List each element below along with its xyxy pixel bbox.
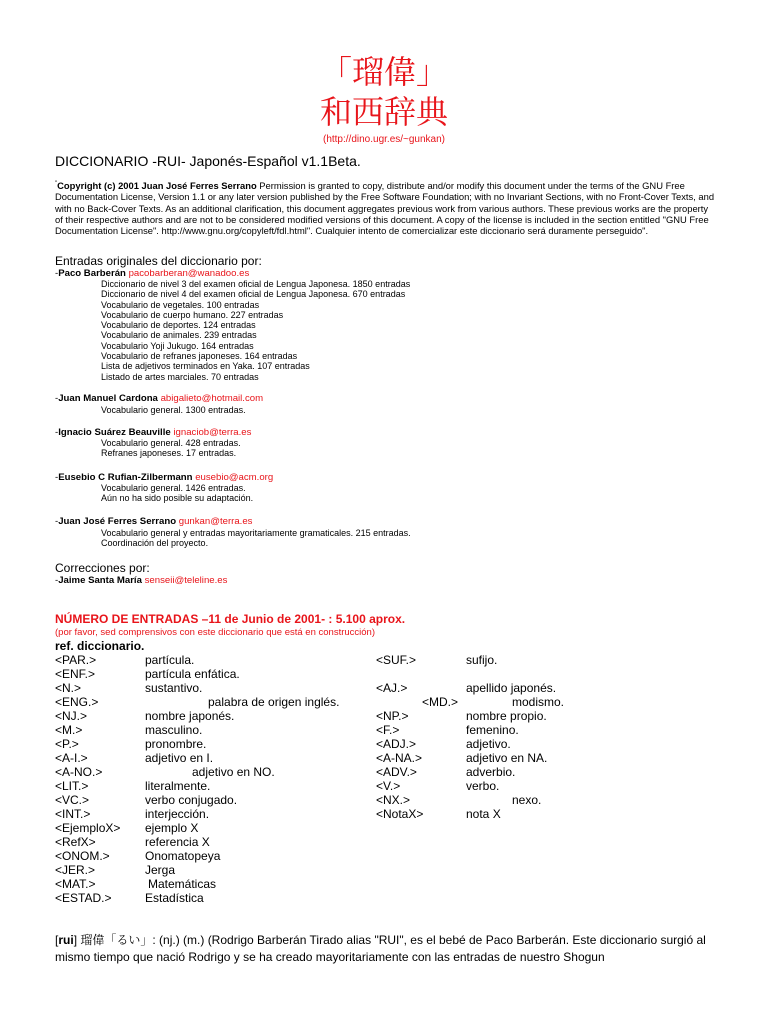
- contributor-entries: [101, 438, 241, 459]
- abbreviation-code: <ENF.>: [55, 667, 96, 681]
- abbreviation-code: <V.>: [376, 779, 401, 793]
- contributor-entries: [101, 528, 411, 549]
- abbreviation-meaning: sustantivo.: [145, 681, 203, 695]
- abbreviation-code: <M.>: [55, 723, 83, 737]
- abbreviation-meaning: literalmente.: [145, 779, 211, 793]
- contributor-name: Eusebio C Rufian-Zilbermann: [58, 472, 193, 483]
- abbreviation-code: <NotaX>: [376, 807, 424, 821]
- abbreviation-meaning: palabra de origen inglés.: [208, 695, 340, 709]
- abbreviation-meaning: partícula enfática.: [145, 667, 240, 681]
- entry-line: Vocabulario general. 1426 entradas.: [101, 483, 246, 493]
- corrections-author: -Jaime Santa María senseii@teleline.es: [55, 575, 228, 586]
- abbreviation-code: <A-NA.>: [376, 751, 423, 765]
- abbreviation-code: <ADJ.>: [376, 737, 417, 751]
- dictionary-entry-rui: [55, 932, 735, 966]
- abbreviation-code: <F.>: [376, 723, 400, 737]
- entry-bracket: ]: [73, 933, 78, 947]
- contributor-name: Ignacio Suárez Beauville: [58, 427, 171, 438]
- abbreviation-meaning: modismo.: [512, 695, 565, 709]
- contributor-name: Paco Barberán: [58, 268, 126, 279]
- abbreviation-meaning: ejemplo X: [145, 821, 199, 835]
- contributor-email-link[interactable]: abigalieto@hotmail.com: [160, 393, 264, 404]
- entry-line: Vocabulario de refranes japoneses. 164 entradas: [101, 351, 298, 362]
- abbreviation-meaning: interjección.: [145, 807, 210, 821]
- copyright-notice: [55, 179, 715, 236]
- entry-line: Aún no ha sido posible su adaptación.: [101, 493, 254, 504]
- corrections-title: Correcciones por:: [55, 561, 150, 575]
- abbreviation-meaning: Onomatopeya: [145, 849, 221, 863]
- abbreviation-code: <MD.>: [422, 695, 459, 709]
- entry-line: Diccionario de nivel 3 del examen oficial de Lengua Japonesa. 1850 entradas: [101, 279, 411, 289]
- abbreviation-code: <JER.>: [55, 863, 96, 877]
- contributor-paco-barberan: -Paco Barberán pacobarberan@wanadoo.es: [55, 268, 250, 279]
- abbreviation-meaning: adjetivo en I.: [145, 751, 214, 765]
- contributor-entries: [101, 279, 410, 382]
- contributor-email-link[interactable]: gunkan@terra.es: [178, 516, 253, 527]
- contributors-title: Entradas originales del diccionario por:: [55, 254, 262, 268]
- corrector-email-link[interactable]: senseii@teleline.es: [144, 575, 228, 586]
- abbreviation-meaning: masculino.: [145, 723, 203, 737]
- abbreviation-meaning: Estadística: [145, 891, 204, 905]
- abbreviation-meaning: nombre japonés.: [145, 709, 235, 723]
- abbreviation-code: <AJ.>: [376, 681, 408, 695]
- entry-term: rui: [58, 933, 74, 947]
- entry-line: Vocabulario general y entradas mayoritariamente gramaticales. 215 entradas.: [101, 528, 411, 538]
- abbreviation-code: <P.>: [55, 737, 79, 751]
- abbreviation-meaning: adjetivo en NA.: [466, 751, 548, 765]
- document-title: DICCIONARIO -RUI- Japonés-Español v1.1Beta.: [55, 153, 361, 169]
- entries-count-heading: NÚMERO DE ENTRADAS –11 de Junio de 2001- : 5.100 aprox.: [55, 612, 406, 626]
- entry-line: Vocabulario de cuerpo humano. 227 entradas: [101, 309, 284, 320]
- contributor-name: Juan Manuel Cardona: [58, 393, 158, 404]
- abbreviation-meaning: verbo conjugado.: [145, 793, 238, 807]
- abbreviation-meaning: Jerga: [145, 863, 176, 877]
- entry-line: Refranes japoneses. 17 entradas.: [101, 448, 237, 459]
- copyright-quote-mark: ": [55, 181, 58, 187]
- contributor-email-link[interactable]: eusebio@acm.org: [195, 472, 274, 483]
- abbreviation-code: <ONOM.>: [55, 849, 110, 863]
- abbreviation-code: <PAR.>: [55, 653, 97, 667]
- reference-heading: ref. diccionario.: [55, 639, 145, 653]
- abbreviation-meaning: nombre propio.: [466, 709, 547, 723]
- entry-line: Lista de adjetivos terminados en Yaka. 107 entradas: [101, 361, 310, 372]
- abbreviation-code: <MAT.>: [55, 877, 96, 891]
- contributor-juan-jose-ferres: -Juan José Ferres Serrano gunkan@terra.es: [55, 516, 253, 527]
- abbreviation-meaning: referencia X: [145, 835, 210, 849]
- contributor-ignacio-suarez: -Ignacio Suárez Beauville ignaciob@terra.es: [55, 427, 252, 438]
- title-japanese-name: 「瑠偉」: [319, 53, 448, 91]
- abbreviation-meaning: adjetivo.: [466, 737, 511, 751]
- abbreviation-code: <ENG.>: [55, 695, 99, 709]
- contributor-name: Juan José Ferres Serrano: [58, 516, 177, 527]
- contributor-juan-manuel-cardona: -Juan Manuel Cardona abigalieto@hotmail.com: [55, 393, 264, 404]
- abbreviation-code: <NP.>: [376, 709, 409, 723]
- abbreviation-meaning: verbo.: [466, 779, 500, 793]
- abbreviation-meaning: nota X: [466, 807, 501, 821]
- contributor-email-link[interactable]: ignaciob@terra.es: [173, 427, 252, 438]
- entry-line: Vocabulario general. 428 entradas.: [101, 438, 241, 448]
- abbreviation-code: <NX.>: [376, 793, 411, 807]
- entries-count-note: (por favor, sed comprensivos con este diccionario que está en construcción): [55, 627, 375, 638]
- entry-line: Listado de artes marciales. 70 entradas: [101, 371, 259, 382]
- abbreviation-code: <RefX>: [55, 835, 96, 849]
- homepage-url-link[interactable]: (http://dino.ugr.es/~gunkan): [322, 134, 446, 145]
- contributor-entries: [101, 483, 253, 504]
- abbreviation-code: <INT.>: [55, 807, 91, 821]
- entry-bracket: [: [55, 933, 59, 947]
- abbreviation-code: <A-NO.>: [55, 765, 103, 779]
- entry-line: Vocabulario de animales. 239 entradas: [101, 330, 257, 341]
- abbreviation-meaning: sufijo.: [466, 653, 498, 667]
- abbreviation-code: <NJ.>: [55, 709, 88, 723]
- contributor-entries: [101, 405, 246, 415]
- abbreviation-code: <A-I.>: [55, 751, 88, 765]
- abbreviation-meaning: adverbio.: [466, 765, 516, 779]
- abbreviation-code: <ESTAD.>: [55, 891, 112, 905]
- entry-line: Coordinación del proyecto.: [101, 538, 209, 549]
- abbreviation-meaning: partícula.: [145, 653, 195, 667]
- abbreviation-code: <ADV.>: [376, 765, 417, 779]
- title-japanese-dictionary: 和西辞典: [319, 93, 448, 131]
- contributor-email-link[interactable]: pacobarberan@wanadoo.es: [128, 268, 250, 279]
- abbreviation-meaning: nexo.: [512, 793, 542, 807]
- abbreviation-meaning: apellido japonés.: [466, 681, 557, 695]
- copyright-holder: Copyright (c) 2001 Juan José Ferres Serrano: [57, 180, 257, 192]
- abbreviation-meaning: adjetivo en NO.: [192, 765, 275, 779]
- copyright-text: Permission is granted to copy, distribute and/or modify this document under the terms of the GNU Free Documentation License, Version 1.1 or any later version published by the Free Software Foundation; with no Invariant Sections, with no Front-Cover Texts, and with no Back-Cover Texts. As an additional clarification, this document aggregates previous work from various authors. These previous works are the property of their respective authors and are not to be considered modified versions of this document. A copy of the license is included in the section entitled "GNU Free Documentation License". http://www.gnu.org/copyleft/fdl.html". Cualquier intento de comercializar este diccionario será duramente perseguido".: [55, 180, 715, 236]
- entry-line: Vocabulario general. 1300 entradas.: [101, 405, 246, 415]
- abbreviation-code: <EjemploX>: [55, 821, 121, 835]
- entry-line: Vocabulario de vegetales. 100 entradas: [101, 299, 260, 310]
- entry-definition: 瑠偉「るい」: (nj.) (m.) (Rodrigo Barberán Tirado alias "RUI", es el bebé de Paco Barberán. Este diccionario surgió al mismo tiempo que nació Rodrigo y se ha creado mayoritariamente con las entradas de nuestro Shogun: [55, 933, 706, 964]
- abbreviation-meaning: pronombre.: [145, 737, 207, 751]
- entry-line: Vocabulario Yoji Jukugo. 164 entradas: [101, 340, 254, 351]
- abbreviation-code: <N.>: [55, 681, 82, 695]
- abbreviation-meaning: femenino.: [466, 723, 519, 737]
- entry-line: Vocabulario de deportes. 124 entradas: [101, 320, 256, 331]
- abbreviation-meaning: Matemáticas: [148, 877, 217, 891]
- entry-line: Diccionario de nivel 4 del examen oficial de Lengua Japonesa. 670 entradas: [101, 289, 406, 300]
- corrector-name: Jaime Santa María: [58, 575, 142, 586]
- contributor-eusebio-rufian: -Eusebio C Rufian-Zilbermann eusebio@acm.org: [55, 472, 274, 483]
- abbreviation-code: <LIT.>: [55, 779, 89, 793]
- abbreviation-code: <SUF.>: [376, 653, 417, 667]
- abbreviation-code: <VC.>: [55, 793, 90, 807]
